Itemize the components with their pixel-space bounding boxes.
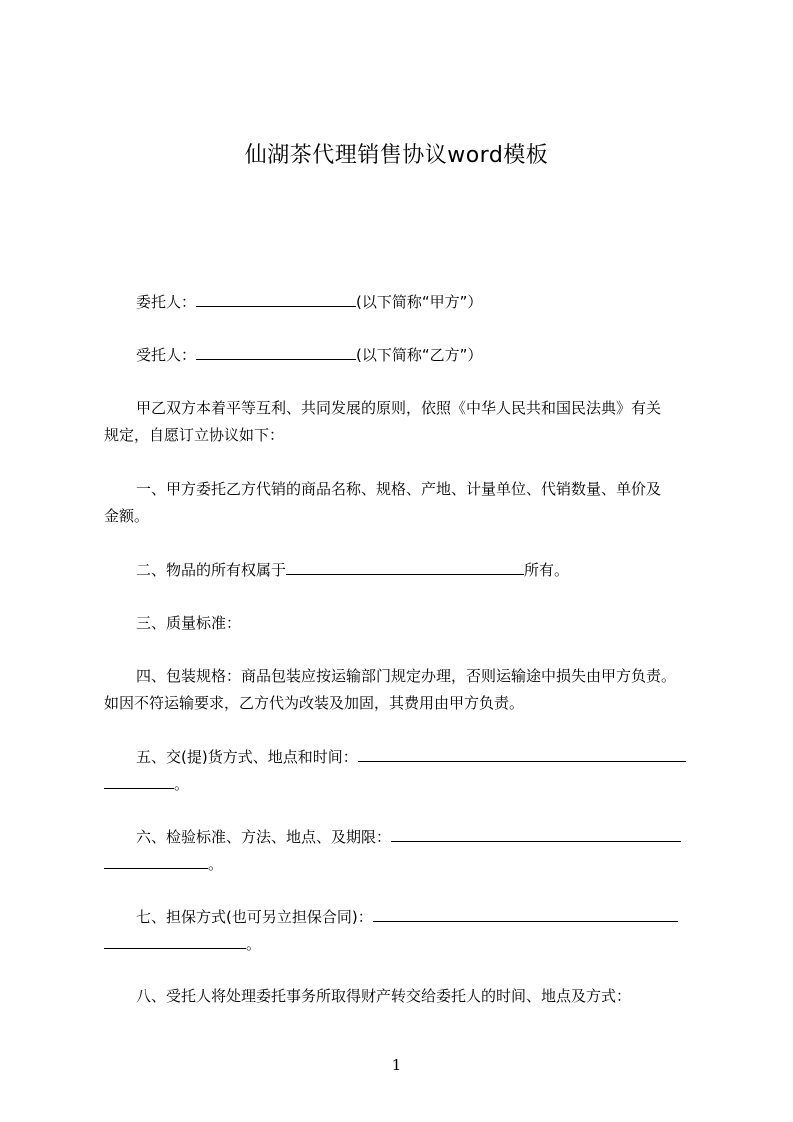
agent-label: 受托人： — [136, 346, 197, 364]
agent-line — [136, 344, 736, 365]
clause-6-end: 。 — [208, 855, 224, 873]
preamble-line-2: 规定，自愿订立协议如下： — [104, 426, 285, 444]
clause-2-label: 二、物品的所有权属于 — [136, 561, 287, 579]
page-number: 1 — [391, 1056, 402, 1074]
owner-blank[interactable] — [286, 559, 524, 575]
agent-blank[interactable] — [196, 344, 356, 360]
clause-7-line-2 — [104, 933, 704, 954]
clause-5-line-1 — [136, 746, 736, 767]
clause-6-line-2 — [104, 853, 704, 874]
clause-7-line-1 — [136, 906, 736, 927]
clause-8-line: 八、受托人将处理委托事务所取得财产转交给委托人的时间、地点及方式： — [136, 987, 632, 1005]
clause-1-line-2: 金额。 — [104, 507, 150, 525]
clause-5-label: 五、交(提)货方式、地点和时间： — [136, 748, 358, 766]
inspection-blank-cont[interactable] — [104, 853, 208, 869]
client-blank[interactable] — [196, 291, 356, 307]
clause-4-line-2: 如因不符运输要求，乙方代为改装及加固，其费用由甲方负责。 — [104, 694, 525, 712]
clause-2-suffix: 所有。 — [524, 561, 570, 579]
document-title: 仙湖茶代理销售协议word模板 — [244, 143, 549, 168]
clause-5-end: 。 — [174, 775, 190, 793]
clause-2-line — [136, 559, 736, 580]
guarantee-blank[interactable] — [373, 906, 678, 922]
client-label: 委托人： — [136, 293, 197, 311]
client-suffix: (以下简称“甲方”） — [356, 293, 483, 311]
clause-5-line-2 — [104, 773, 704, 794]
inspection-blank[interactable] — [391, 826, 681, 842]
clause-6-line-1 — [136, 826, 736, 847]
client-line — [136, 291, 736, 312]
preamble-line-1: 甲乙双方本着平等互利、共同发展的原则，依照《中华人民共和国民法典》有关 — [136, 399, 662, 417]
clause-3-line: 三、质量标准： — [136, 614, 242, 632]
clause-7-label: 七、担保方式(也可另立担保合同)： — [136, 908, 373, 926]
delivery-blank[interactable] — [358, 746, 686, 762]
clause-4-line-1: 四、包装规格：商品包装应按运输部门规定办理，否则运输途中损失由甲方负责。 — [136, 667, 677, 685]
clause-6-label: 六、检验标准、方法、地点、及期限： — [136, 828, 392, 846]
delivery-blank-cont[interactable] — [104, 773, 174, 789]
clause-7-end: 。 — [246, 935, 262, 953]
clause-1-line-1: 一、甲方委托乙方代销的商品名称、规格、产地、计量单位、代销数量、单价及 — [136, 480, 662, 498]
guarantee-blank-cont[interactable] — [104, 933, 246, 949]
agent-suffix: (以下简称“乙方”） — [356, 346, 483, 364]
